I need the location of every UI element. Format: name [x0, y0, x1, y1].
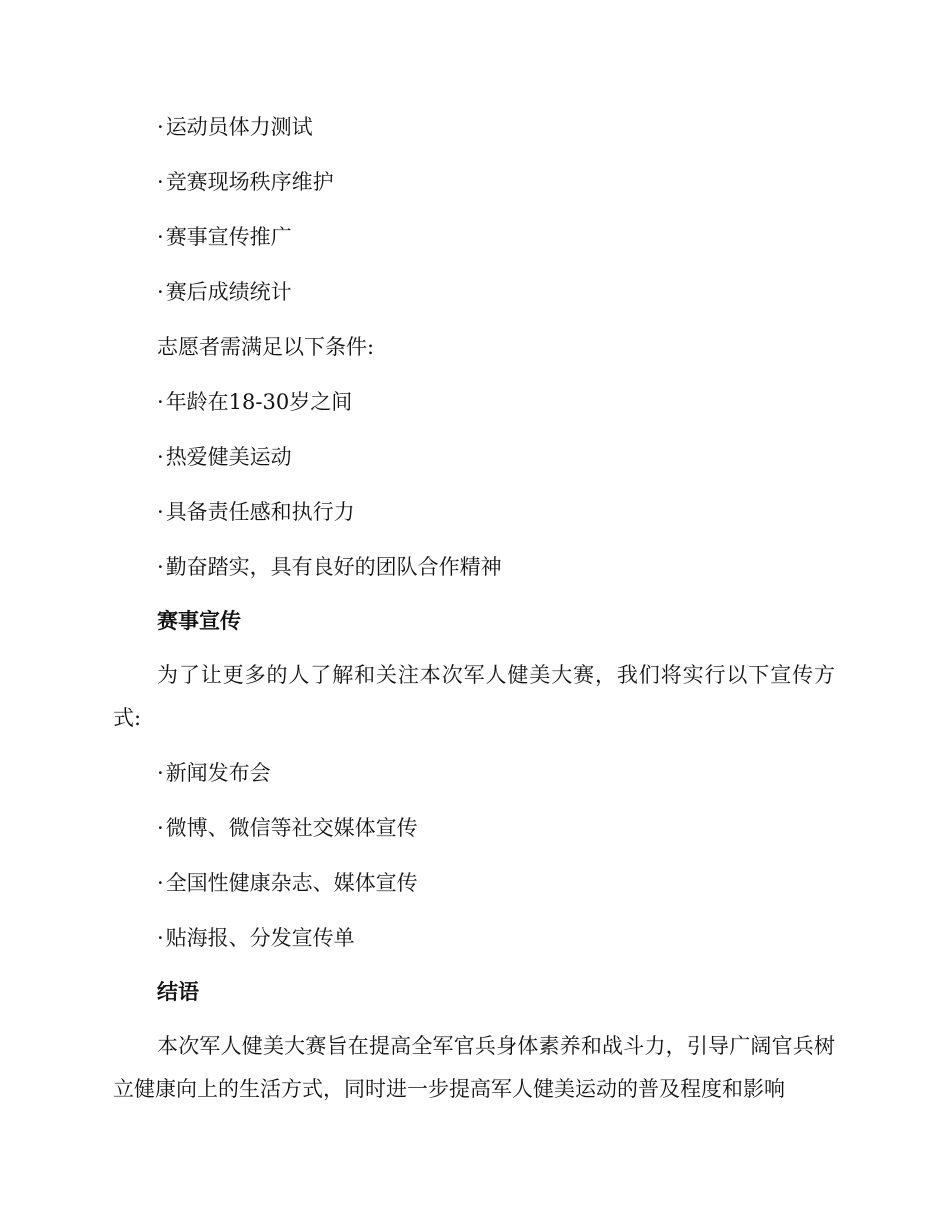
section-heading-conclusion: 结语	[157, 980, 199, 1004]
section-heading-promo: 赛事宣传	[157, 609, 241, 633]
list-item-task-4: · 赛后成绩统计	[157, 278, 292, 306]
list-item-promo-1: · 新闻发布会	[157, 759, 271, 787]
paragraph-conclusion: 本次军人健美大赛旨在提高全军官兵身体素养和战斗力，引导广阔官兵树立健康向上的生活方式，同时进一步提高军人健美运动的普及程度和影响	[113, 1034, 835, 1101]
list-item-task-1: · 运动员体力测试	[157, 113, 313, 141]
list-item-task-2: · 竞赛现场秩序维护	[157, 168, 334, 196]
list-item-requirement-3: · 具备责任感和执行力	[157, 498, 355, 526]
list-item-requirement-1: · 年龄在18-30岁之间	[157, 388, 352, 416]
list-item-task-3: · 赛事宣传推广	[157, 223, 292, 251]
list-item-promo-2: · 微博、微信等社交媒体宣传	[157, 814, 418, 842]
requirements-intro: 志愿者需满足以下条件:	[157, 335, 375, 359]
list-item-promo-3: · 全国性健康杂志、媒体宣传	[157, 869, 418, 897]
list-item-requirement-2: · 热爱健美运动	[157, 443, 292, 471]
list-item-requirement-4: · 勤奋踏实，具有良好的团队合作精神	[157, 553, 502, 581]
paragraph-promo: 为了让更多的人了解和关注本次军人健美大赛，我们将实行以下宣传方式:	[113, 663, 835, 730]
list-item-promo-4: · 贴海报、分发宣传单	[157, 924, 355, 952]
